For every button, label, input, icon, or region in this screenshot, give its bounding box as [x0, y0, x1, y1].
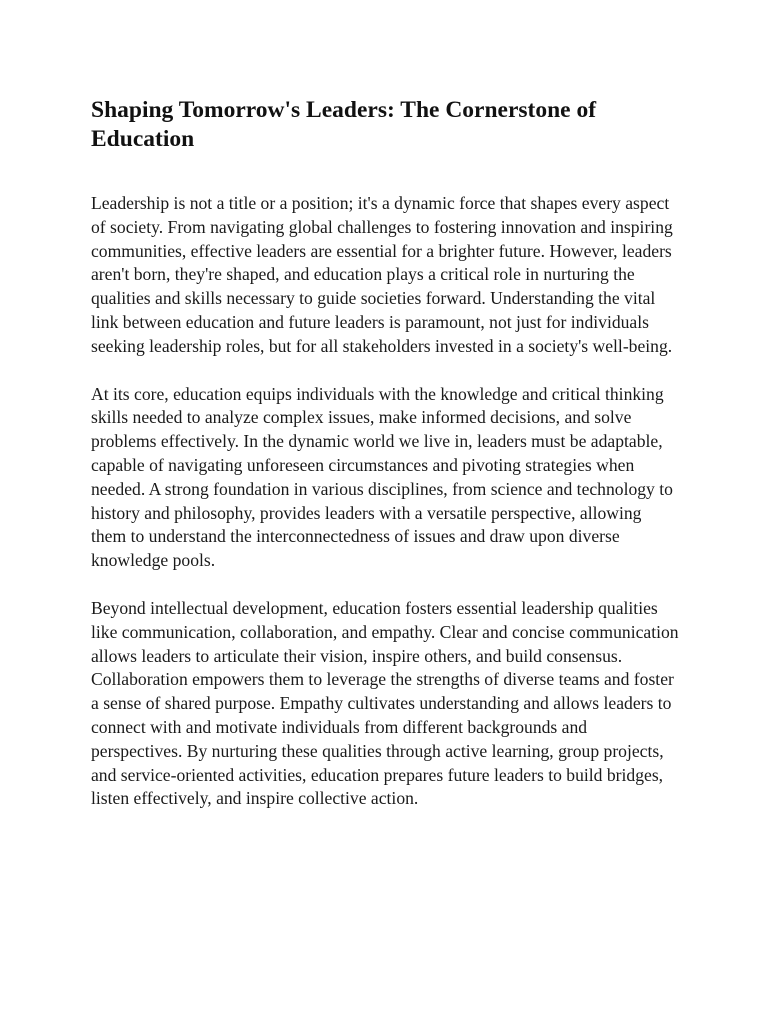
- paragraph-2: At its core, education equips individuals with the knowledge and critical thinking skills needed to analyze complex issues, make informed decisions, and solve problems effectively. In the dynamic world we live in, leaders must be adaptable, capable of navigating unforeseen circumstances and pivoting strategies when needed. A strong foundation in various disciplines, from science and technology to history and philosophy, provides leaders with a versatile perspective, allowing them to understand the interconnectedness of issues and draw upon diverse knowledge pools.: [91, 383, 673, 571]
- document-page: [91, 96, 681, 811]
- paragraph-1: Leadership is not a title or a position; it's a dynamic force that shapes every aspect of society. From navigating global challenges to fostering innovation and inspiring communities, effective leaders are essential for a brighter future. However, leaders aren't born, they're shaped, and education plays a critical role in nurturing the qualities and skills necessary to guide societies forward. Understanding the vital link between education and future leaders is paramount, not just for individuals seeking leadership roles, but for all stakeholders invested in a society's well-being.: [91, 193, 673, 356]
- paragraph-3: Beyond intellectual development, education fosters essential leadership qualities like communication, collaboration, and empathy. Clear and concise communication allows leaders to articulate their vision, inspire others, and build consensus. Collaboration empowers them to leverage the strengths of diverse teams and foster a sense of shared purpose. Empathy cultivates understanding and allows leaders to connect with and motivate individuals from different backgrounds and perspectives. By nurturing these qualities through active learning, group projects, and service-oriented activities, education prepares future leaders to build bridges, listen effectively, and inspire collective action.: [91, 597, 679, 809]
- document-title: Shaping Tomorrow's Leaders: The Cornerstone of Education: [91, 97, 597, 152]
